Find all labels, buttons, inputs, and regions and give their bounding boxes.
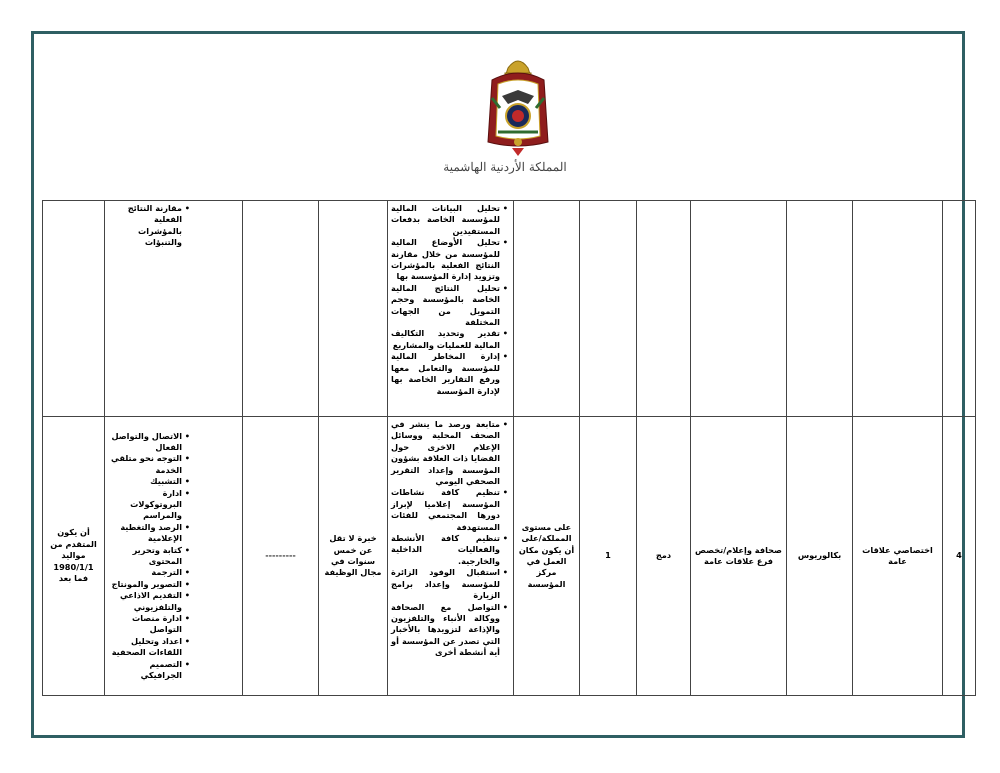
list-item: • التقديم الاذاعي والتلفزيوني [108,590,182,613]
cell-specialization [691,201,787,417]
list-item: • كتابة وتحرير المحتوى [108,545,182,568]
jordan-coat-of-arms-icon [478,50,558,158]
cell-qualification [787,201,853,417]
cell-job-title: اختصاصي علاقات عامة [853,417,943,696]
list-item: • استقبال الوفود الزائرة للمؤسسة وإعداد برامج الزيارة [391,567,500,601]
list-item: • تقدير وتحديد التكاليف المالية للعمليات والمشاريع [391,328,500,351]
list-item: • اعداد وتحليل اللقاءات الصحفية [108,636,182,659]
cell-job-title [853,201,943,417]
cell-experience: خبرة لا تقل عن خمس سنوات في مجال الوظيفة [319,417,388,696]
list-item: • الاتصال والتواصل الفعال [108,431,182,454]
cell-count [580,201,637,417]
cell-location: على مستوى المملكة/على أن يكون مكان العمل في مركز المؤسسة [514,417,580,696]
kingdom-name: المملكة الأردنية الهاشمية [443,160,567,174]
cell-skills [105,417,243,696]
cell-number: 4 [943,417,976,696]
list-item: • مقارنة النتائج الفعلية بالمؤشرات والتنبؤات [108,203,182,249]
cell-count: 1 [580,417,637,696]
cell-age: أن يكون المتقدم من مواليد 1980/1/1 فما بعد [43,417,105,696]
list-item: • تحليل الأوضاع المالية للمؤسسة من خلال مقارنة النتائج الفعلية بالمؤشرات وتزويد إدارة المؤسسة بها [391,237,500,283]
cell-experience [319,201,388,417]
cell-age [43,201,105,417]
cell-type [637,201,691,417]
list-item: • الرصد والتغطية الإعلامية [108,522,182,545]
list-item: • متابعة ورصد ما ينشر في الصحف المحلية ووسائل الإعلام الاخرى حول القضايا ذات العلاقة بشؤون المؤسسة وإعداد التقرير الصحفي اليومي [391,419,500,487]
list-item: • الترجمة [108,567,182,578]
cell-skills [105,201,243,417]
cell-qualification: بكالوريوس [787,417,853,696]
list-item: • إدارة المخاطر المالية للمؤسسة والتعامل معها ورفع التقارير الخاصة بها لإدارة المؤسسة [391,351,500,397]
list-item: • التصوير والمونتاج [108,579,182,590]
list-item: • التواصل مع الصحافة ووكالة الأنباء والتلفزيون والإذاعة لتزويدها بالأخبار التي تصدر عن المؤسسة أو أية أنشطة أخرى [391,602,500,659]
list-item: • التصميم الجرافيكي [108,659,182,682]
jobs-table [42,200,976,696]
cell-location [514,201,580,417]
table-row [43,417,976,696]
list-item: • ادارة منصات التواصل [108,613,182,636]
cell-specialization: صحافة وإعلام/تخصص فرع علاقات عامة [691,417,787,696]
list-item: • تنظيم كافة نشاطات المؤسسة إعلاميا لإبراز دورها المجتمعي للفئات المستهدفة [391,487,500,533]
list-item: • التشبيك [108,476,182,487]
list-item: • تحليل البيانات المالية للمؤسسة الخاصة بدفعات المستفيدين [391,203,500,237]
cell-duties [388,201,514,417]
list-item: • تنظيم كافة الأنشطة والفعاليات الداخلية والخارجية. [391,533,500,567]
cell-duties [388,417,514,696]
cell-number [943,201,976,417]
cell-type: دمج [637,417,691,696]
list-item: • ادارة البروتوكولات والمراسم [108,488,182,522]
cell-other [243,201,319,417]
list-item: • التوجه نحو متلقي الخدمة [108,453,182,476]
cell-other: --------- [243,417,319,696]
table-row-continued [43,201,976,417]
list-item: • تحليل النتائج المالية الخاصة بالمؤسسة وحجم التمويل من الجهات المختلفة [391,283,500,329]
